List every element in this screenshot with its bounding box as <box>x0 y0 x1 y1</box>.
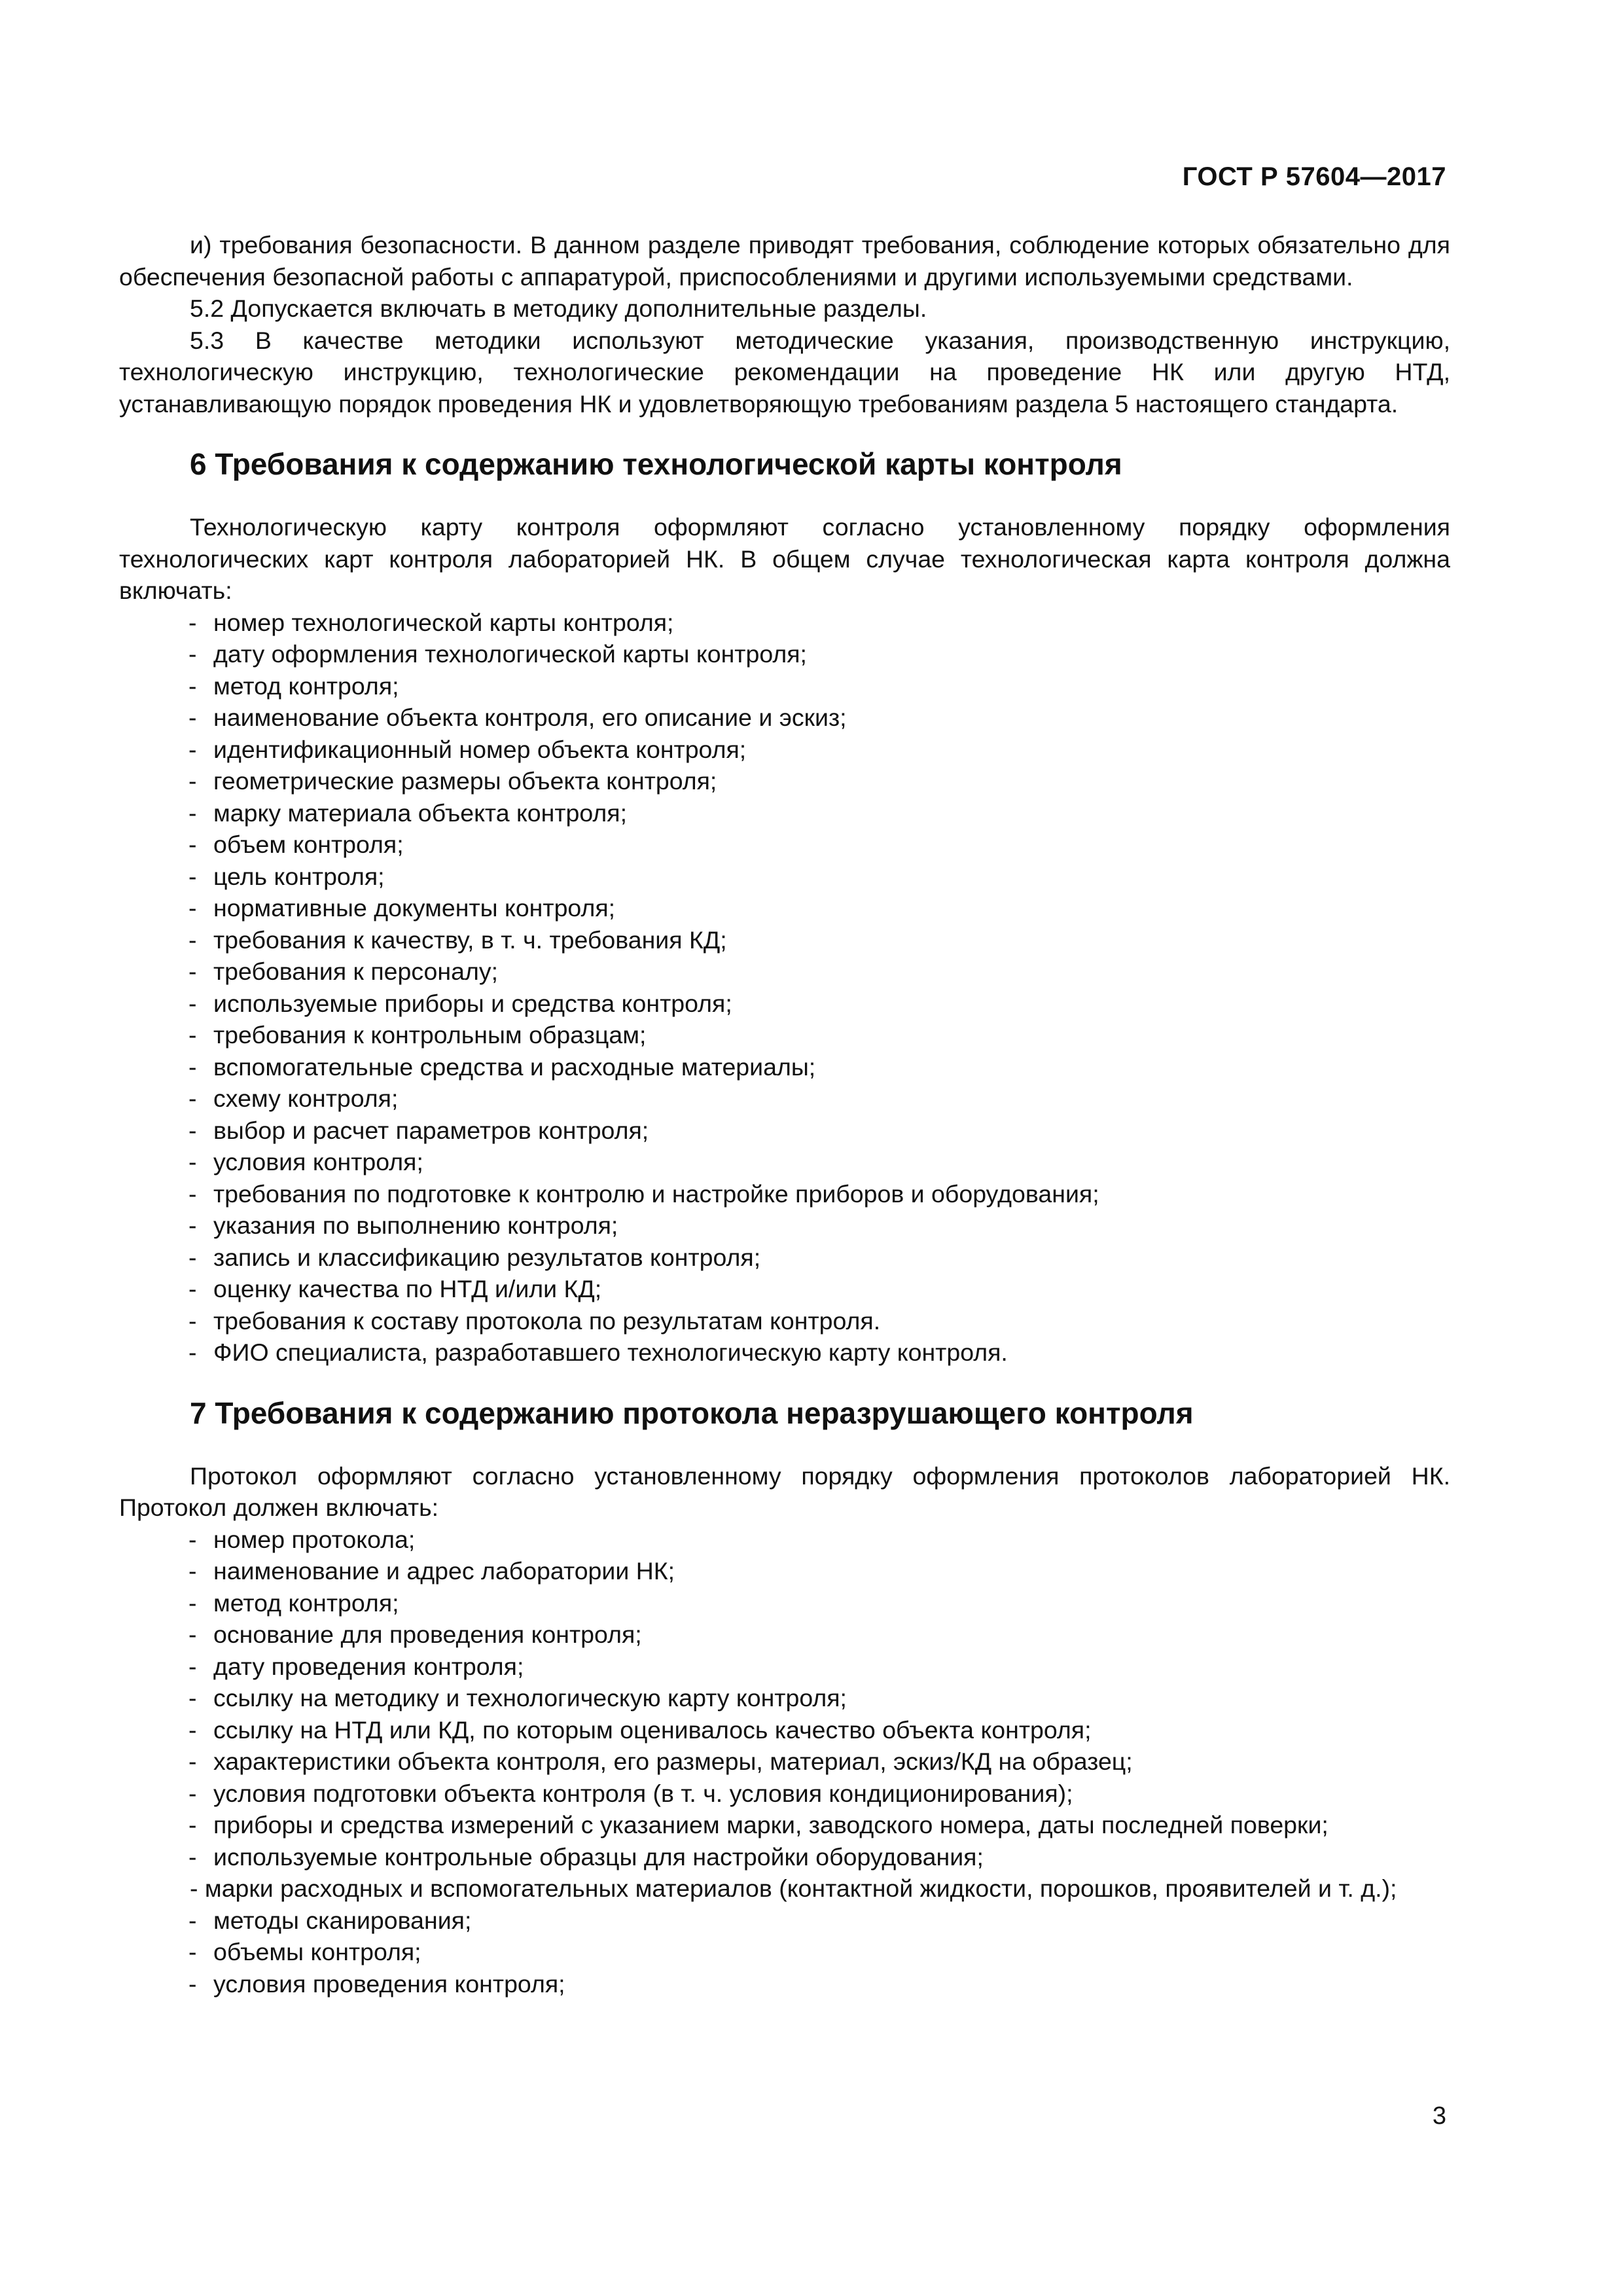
list-item: - условия проведения контроля; <box>119 1968 1450 2000</box>
list-item: - требования к контрольным образцам; <box>119 1019 1450 1051</box>
list-item: - характеристики объекта контроля, его размеры, материал, эскиз/КД на образец; <box>119 1746 1450 1778</box>
list-item: - наименование и адрес лаборатории НК; <box>119 1555 1450 1587</box>
list-item: - ФИО специалиста, разработавшего технологическую карту контроля. <box>119 1336 1450 1369</box>
list-item: - указания по выполнению контроля; <box>119 1210 1450 1242</box>
section-7-heading: 7 Требования к содержанию протокола неразрушающего контроля <box>190 1395 1194 1430</box>
paragraph-i: и) требования безопасности. В данном разделе приводят требования, соблюдение которых обязательно для обеспечения безопасной работы с аппаратурой, приспособлениями и другими используемыми средствами. <box>119 231 1450 291</box>
document-code: ГОСТ Р 57604—2017 <box>1182 162 1446 191</box>
section-6-list <box>119 607 1450 1369</box>
list-item: - марку материала объекта контроля; <box>119 797 1450 829</box>
list-item: - метод контроля; <box>119 670 1450 702</box>
list-item: - требования к составу протокола по результатам контроля. <box>119 1305 1450 1337</box>
list-item: - вспомогательные средства и расходные материалы; <box>119 1051 1450 1083</box>
list-item: - номер технологической карты контроля; <box>119 607 1450 639</box>
list-item: - используемые контрольные образцы для настройки оборудования; <box>119 1841 1450 1873</box>
list-item: - выбор и расчет параметров контроля; <box>119 1115 1450 1147</box>
list-item: - номер протокола; <box>119 1524 1450 1556</box>
paragraph-5-2: 5.2 Допускается включать в методику дополнительные разделы. <box>190 295 927 322</box>
page-number: 3 <box>1432 2102 1446 2130</box>
list-item: - оценку качества по НТД и/или КД; <box>119 1273 1450 1305</box>
list-item: - условия контроля; <box>119 1146 1450 1178</box>
list-item: - запись и классификацию результатов контроля; <box>119 1242 1450 1274</box>
list-item: - условия подготовки объекта контроля (в т. ч. условия кондиционирования); <box>119 1778 1450 1810</box>
section-6-heading: 6 Требования к содержанию технологической карты контроля <box>190 447 1122 481</box>
list-item: - требования к персоналу; <box>119 956 1450 988</box>
list-item: - марки расходных и вспомогательных материалов (контактной жидкости, порошков, проявителей и т. д.); <box>190 1874 1397 1902</box>
list-item: - требования по подготовке к контролю и настройке приборов и оборудования; <box>119 1178 1450 1210</box>
list-item: - метод контроля; <box>119 1587 1450 1619</box>
list-item: - дату проведения контроля; <box>119 1651 1450 1683</box>
list-item: - нормативные документы контроля; <box>119 892 1450 924</box>
list-item: - методы сканирования; <box>119 1905 1450 1937</box>
list-item: - наименование объекта контроля, его описание и эскиз; <box>119 702 1450 734</box>
list-item: - требования к качеству, в т. ч. требования КД; <box>119 924 1450 956</box>
section-7-list <box>119 1524 1450 2000</box>
page-content <box>119 229 1450 2000</box>
list-item: - ссылку на методику и технологическую карту контроля; <box>119 1682 1450 1714</box>
list-item: - используемые приборы и средства контроля; <box>119 988 1450 1020</box>
section-7-intro: Протокол оформляют согласно установленному порядку оформления протоколов лабораторией НК. Протокол должен включать: <box>119 1462 1450 1521</box>
list-item: - ссылку на НТД или КД, по которым оценивалось качество объекта контроля; <box>119 1714 1450 1746</box>
list-item: - дату оформления технологической карты контроля; <box>119 638 1450 670</box>
list-item: - объемы контроля; <box>119 1936 1450 1968</box>
list-item: - основание для проведения контроля; <box>119 1619 1450 1651</box>
list-item: - приборы и средства измерений с указанием марки, заводского номера, даты последней поверки; <box>119 1809 1450 1841</box>
list-item: - объем контроля; <box>119 829 1450 861</box>
list-item: - схему контроля; <box>119 1083 1450 1115</box>
section-6-intro: Технологическую карту контроля оформляют согласно установленному порядку оформления технологических карт контроля лабораторией НК. В общем случае технологическая карта контроля должна включать: <box>119 513 1450 604</box>
list-item: - геометрические размеры объекта контроля; <box>119 765 1450 797</box>
paragraph-5-3: 5.3 В качестве методики используют методические указания, производственную инструкцию, технологическую инструкцию, технологические рекомендации на проведение НК или другую НТД, устанавливающую порядок проведения НК и удовлетворяющую требованиям раздела 5 настоящего стандарта. <box>119 326 1450 418</box>
list-item: - идентификационный номер объекта контроля; <box>119 734 1450 766</box>
list-item: - цель контроля; <box>119 861 1450 893</box>
